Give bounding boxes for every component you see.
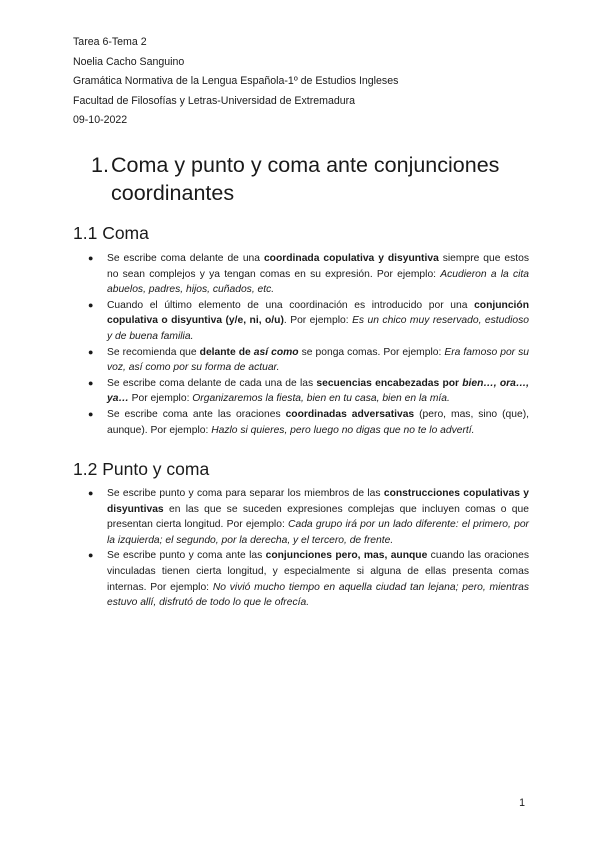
list-item xyxy=(73,376,529,407)
list-item xyxy=(73,251,529,298)
bullet-icon: ● xyxy=(88,408,94,419)
document-date: 09-10-2022 xyxy=(73,114,128,127)
list-item xyxy=(73,345,529,376)
rule-example: Organizaremos la fiesta, bien en tu casa, bien en la mía. xyxy=(192,393,450,405)
rule-bold: secuencias encabezadas por xyxy=(316,377,463,389)
page-number: 1 xyxy=(519,797,525,809)
rule-text: se ponga comas. Por ejemplo: xyxy=(298,346,445,358)
bullet-icon: ● xyxy=(88,488,94,498)
heading-text: Coma y punto y coma ante conjunciones coordinantes xyxy=(111,153,500,205)
rule-text: (pero, mas, sino (que), aunque). Por ejemplo: xyxy=(107,408,530,436)
rule-text: Cuando el último elemento de una coordinación es introducido por una xyxy=(107,299,475,311)
rule-example: Es un chico muy reservado, estudioso y de buena familia. xyxy=(107,315,530,342)
rule-text: Se escribe coma delante de una xyxy=(107,253,264,264)
section-heading-coma: 1.1 Coma xyxy=(73,223,149,243)
institution: Facultad de Filosofías y Letras-Universidad de Extremadura xyxy=(73,94,356,107)
section-heading-punto-y-coma: 1.2 Punto y coma xyxy=(73,459,210,479)
heading-number: 1. xyxy=(91,153,109,177)
rule-bold: conjunciones pero, mas, aunque xyxy=(265,550,428,562)
list-item xyxy=(73,486,529,548)
assignment-title: Tarea 6-Tema 2 xyxy=(73,36,147,48)
bullet-icon: ● xyxy=(88,550,94,561)
rule-text: cuando las oraciones vinculadas tienen cierta longitud, y especialmente si alguna de ellas presenta comas internas. Por ejemplo: xyxy=(107,550,529,593)
list-item xyxy=(73,298,529,345)
punto-y-coma-rules-list xyxy=(73,486,529,611)
course-name: Gramática Normativa de la Lengua Española-1º de Estudios Ingleses xyxy=(73,75,399,88)
main-heading xyxy=(91,151,531,207)
rule-bold: conjunción copulativa o disyuntiva (y/e, ni, o/u) xyxy=(107,299,529,327)
list-item xyxy=(73,407,529,438)
rule-example: Acudieron a la cita abuelos, padres, hijos, cuñados, etc. xyxy=(107,268,530,296)
rule-text: Se escribe punto y coma ante las xyxy=(107,550,266,562)
rule-example: Era famoso por su voz, así como por su forma de actuar. xyxy=(107,346,529,374)
bullet-icon: ● xyxy=(88,299,94,310)
rule-text: Se escribe coma ante las oraciones xyxy=(107,408,286,420)
rule-text: en las que se suceden expresiones complejas que incluyen comas o que presentan cierta longitud. Por ejemplo: xyxy=(107,503,529,531)
rule-example: Hazlo si quieres, pero luego no digas que no te lo advertí. xyxy=(211,424,475,436)
rule-bold: coordinada copulativa y disyuntiva xyxy=(263,253,439,264)
rule-text: Se recomienda que xyxy=(107,346,200,358)
rule-bold: delante de xyxy=(199,346,254,358)
rule-text: . Por ejemplo: xyxy=(283,315,353,327)
rule-text: siempre que estos no sean complejos y ya tengan comas en su expresión. Por ejemplo: xyxy=(107,253,529,280)
coma-rules-list xyxy=(73,251,529,438)
rule-example: Cada grupo irá por un lado diferente: el primero, por la izquierda; el segundo, por la derecha, y el tercero, de frente. xyxy=(107,519,529,546)
rule-text: Se escribe coma delante de cada una de las xyxy=(107,377,317,389)
rule-bold: coordinadas adversativas xyxy=(285,408,415,420)
bullet-icon: ● xyxy=(88,377,94,388)
bullet-icon: ● xyxy=(88,346,94,357)
rule-bold-italic: así como xyxy=(253,346,299,358)
rule-text: Se escribe punto y coma para separar los miembros de las xyxy=(107,488,384,499)
document-header xyxy=(73,33,398,131)
author-name: Noelia Cacho Sanguino xyxy=(73,55,185,68)
rule-bold-italic: bien…, ora…, ya… xyxy=(107,377,529,405)
rule-example: No vivió mucho tiempo en aquella ciudad tan lejana; pero, mientras estuvo allí, disfrutó de todo lo que le ofrecía. xyxy=(107,581,529,609)
rule-text: Por ejemplo: xyxy=(128,393,193,405)
rule-bold: construcciones copulativas y disyuntivas xyxy=(107,488,529,515)
list-item xyxy=(73,548,529,610)
bullet-icon: ● xyxy=(88,253,94,263)
